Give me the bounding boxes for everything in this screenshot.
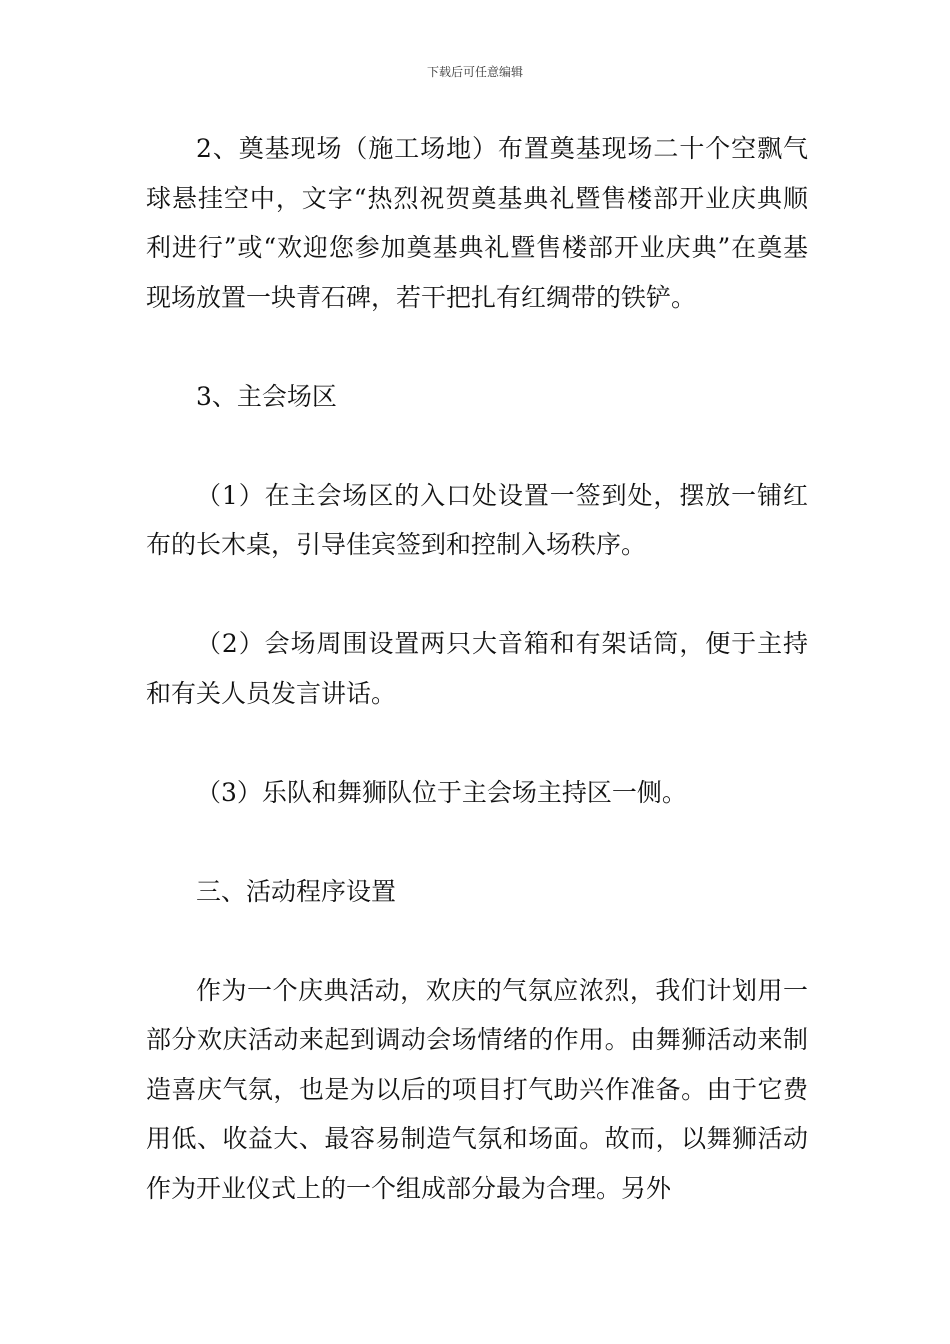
- paragraph-signin-desk: （1）在主会场区的入口处设置一签到处，摆放一铺红布的长木桌，引导佳宾签到和控制入场秩序。: [146, 480, 808, 559]
- paragraph-gap: [146, 322, 808, 372]
- paragraph-gap: [146, 916, 808, 966]
- paragraph-band-lion-dance: （3）乐队和舞狮队位于主会场主持区一侧。: [196, 777, 687, 807]
- header-note: 下载后可任意编辑: [426, 65, 523, 79]
- paragraph-gap: [146, 718, 808, 768]
- paragraph-celebration-plan: 作为一个庆典活动，欢庆的气氛应浓烈，我们计划用一部分欢庆活动来起到调动会场情绪的作用。由舞狮活动来制造喜庆气氛，也是为以后的项目打气助兴作准备。由于它费用低、收益大、最容易制造气氛和场面。故而，以舞狮活动作为开业仪式上的一个组成部分最为合理。另外: [146, 975, 808, 1203]
- paragraph-speakers: （2）会场周围设置两只大音箱和有架话筒，便于主持和有关人员发言讲话。: [146, 629, 808, 708]
- paragraph-gap: [146, 570, 808, 620]
- document-body: [146, 124, 808, 1213]
- paragraph-gap: [146, 817, 808, 867]
- section-heading-program: 三、活动程序设置: [196, 876, 397, 906]
- paragraph-foundation-site: 2、奠基现场（施工场地）布置奠基现场二十个空飘气球悬挂空中，文字“热烈祝贺奠基典礼暨售楼部开业庆典顺利进行”或“欢迎您参加奠基典礼暨售楼部开业庆典”在奠基现场放置一块青石碑，若干把扎有红绸带的铁铲。: [146, 134, 808, 312]
- paragraph-gap: [146, 421, 808, 471]
- paragraph-main-venue-heading: 3、主会场区: [196, 381, 337, 411]
